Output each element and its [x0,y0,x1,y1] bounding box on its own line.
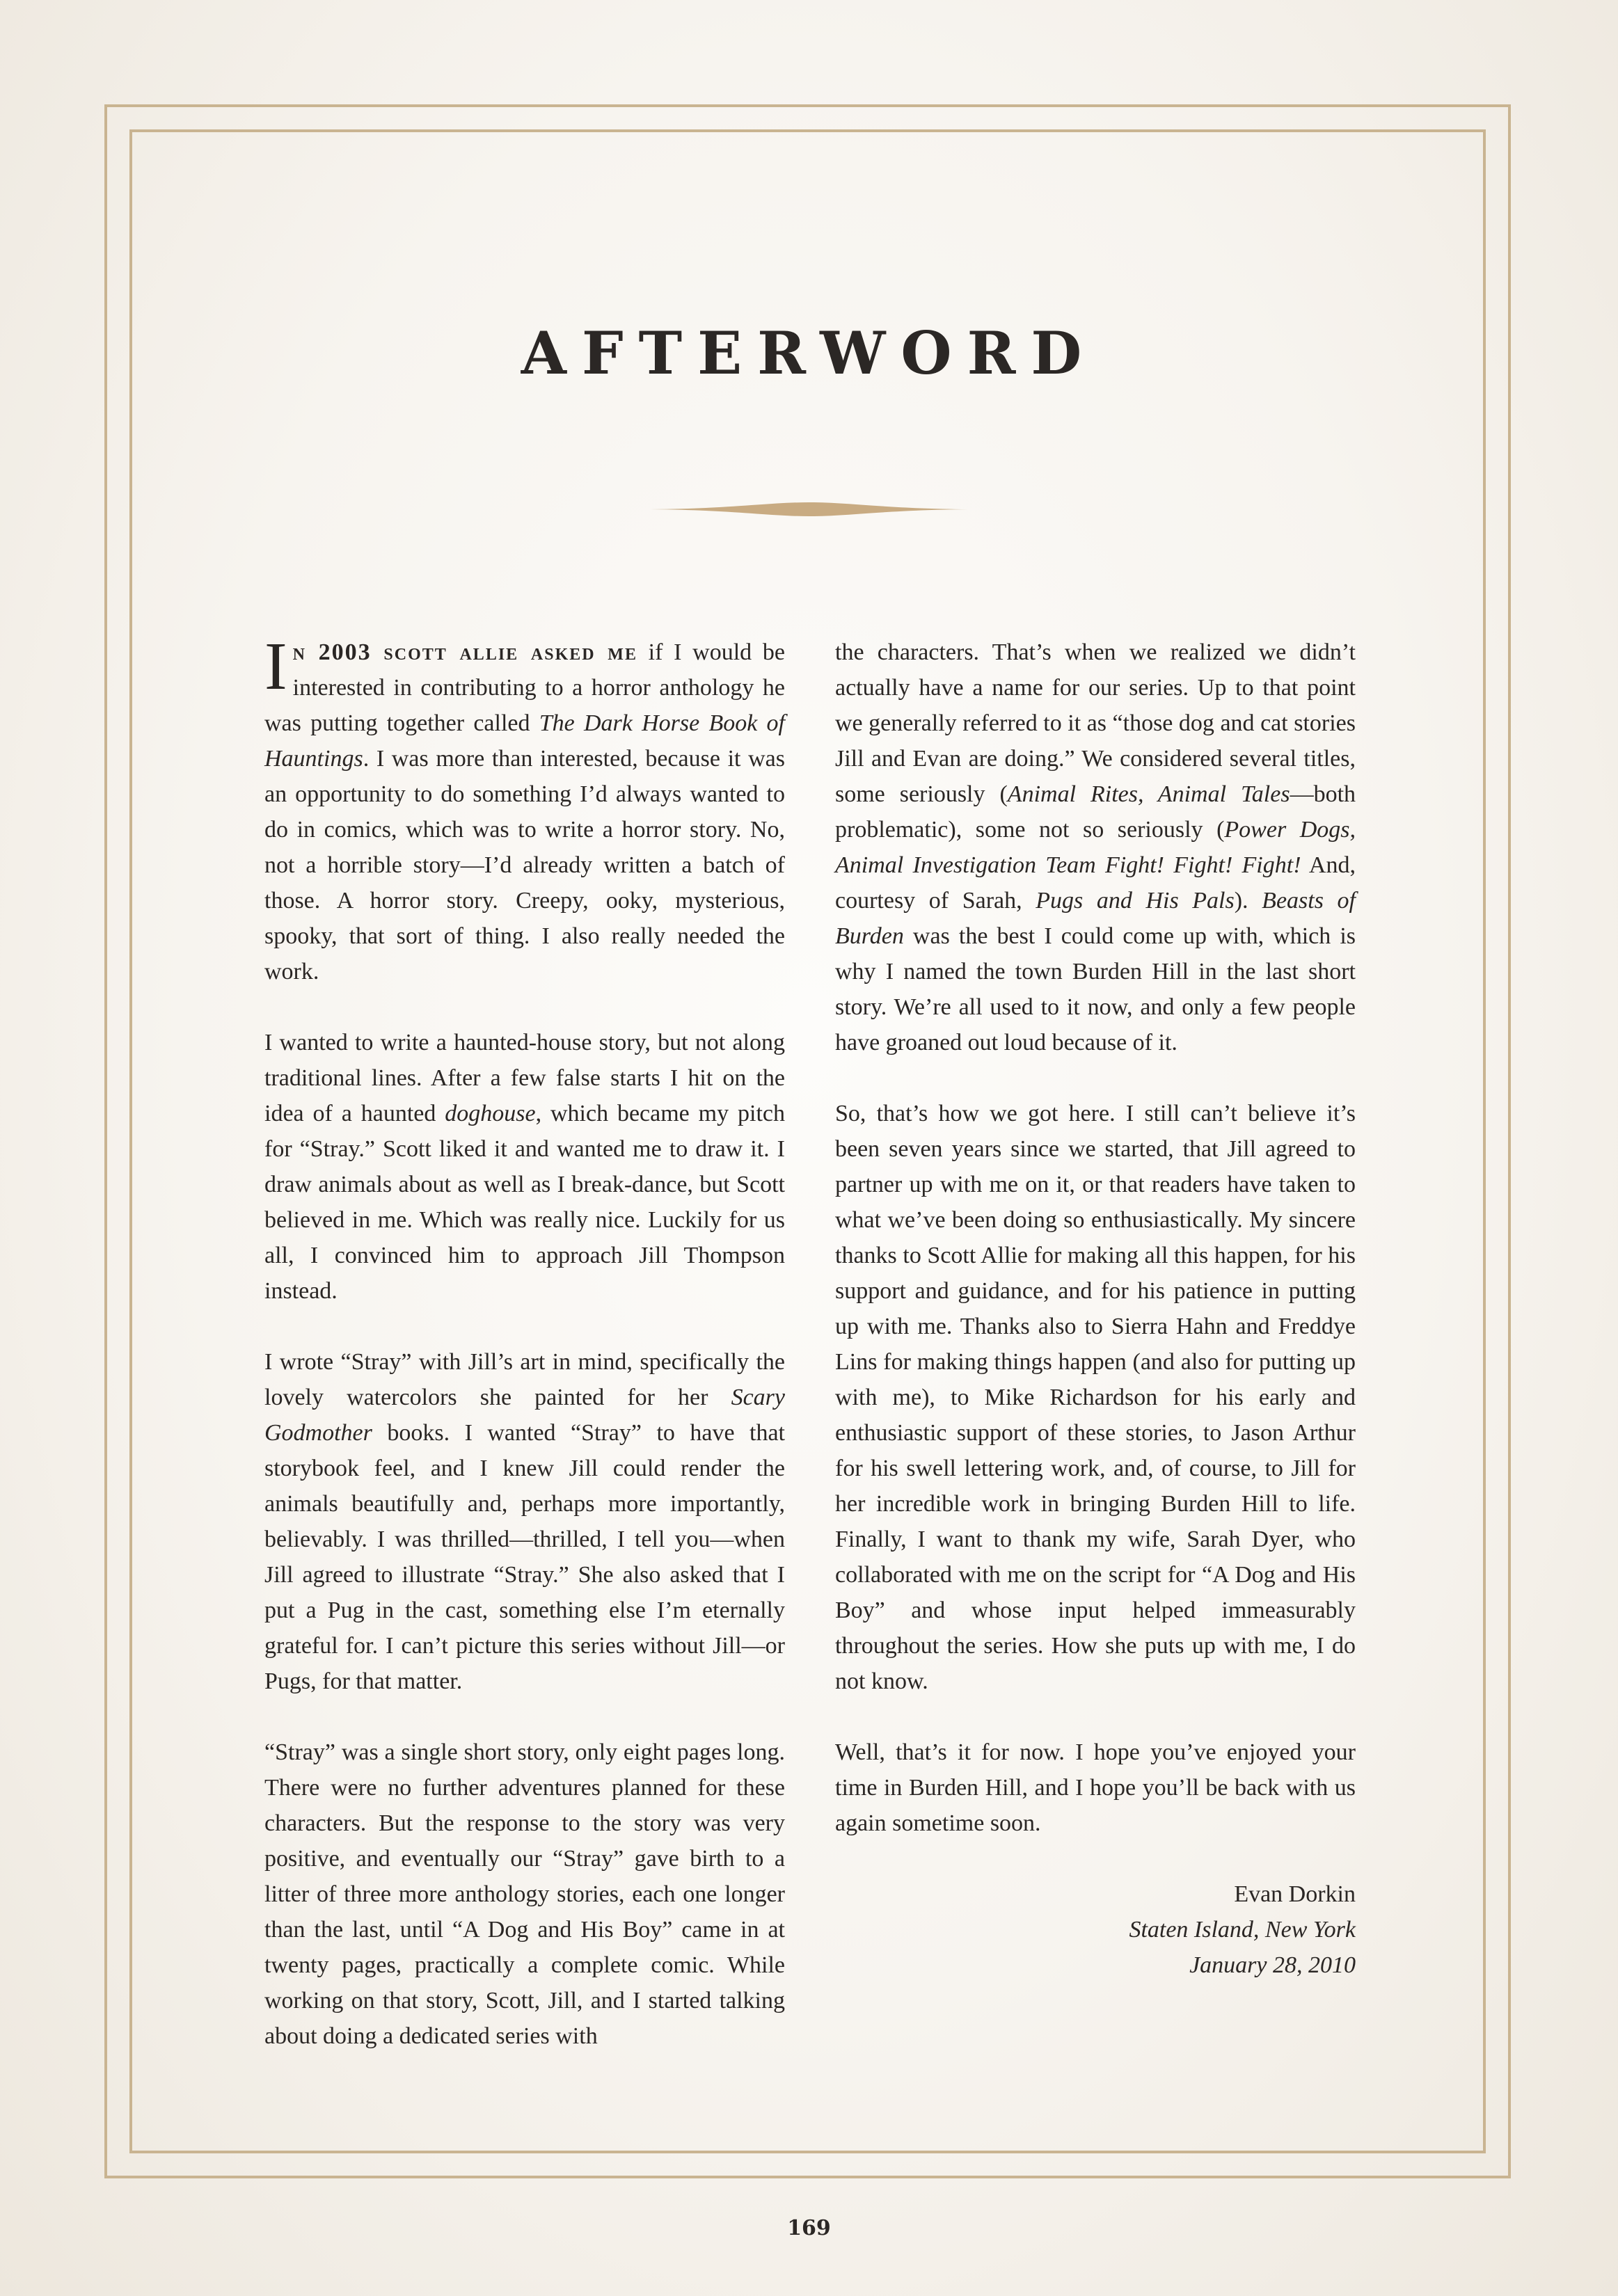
text-run: books. I wanted “Stray” to have that storybook feel, and I knew Jill could render the animals beautifully and, perhaps more importantly, believably. I was thrilled—thrilled, I tell you—when Jill agreed to illustrate “Stray.” She also asked that I put a Pug in the cast, something else I’m eternally grateful for. I can’t picture this series without Jill—or Pugs, for that matter. [264,1420,785,1694]
series-title: Beasts of Burden [835,888,1356,949]
paragraph [264,1025,785,1309]
paragraph: “Stray” was a single short story, only eight pages long. There were no further adventures planned for these characters. But the response to the story was very positive, and eventually our “Stray” gave birth to a litter of three more anthology stories, each one longer than the last, until “A Dog and His Boy” came in at twenty pages, practically a complete comic. While working on that story, Scott, Jill, and I started talking about doing a dedicated series with [264,1739,785,2049]
ornament-divider [651,501,968,518]
page-title: AFTERWORD [521,319,1097,388]
signature-block [835,1876,1356,1983]
text-run: , which became my pitch for “Stray.” Scott liked it and wanted me to draw it. I draw animals about as well as I break-dance, but Scott believed in me. Which was really nice. Luckily for us all, I convinced him to approach Jill Thompson instead. [264,1101,785,1304]
paragraph-intro [264,629,785,989]
author-name: Evan Dorkin [1234,1881,1356,1907]
text-run: the characters. That’s when we realized we didn’t actually have a name for our series. Up to that point we generally referred to it as “those dog and cat stories Jill and Evan are doing.” We considered several titles, some seriously ( [835,639,1356,807]
text-run: was the best I could come up with, which is why I named the town Burden Hill in the last short story. We’re all used to it now, and only a few people have groaned out loud because of it. [835,923,1356,1055]
text-run: And, courtesy of Sarah, [835,852,1356,914]
signature-date: January 28, 2010 [1189,1952,1356,1978]
text-run: . I was more than interested, because it was an opportunity to do something I’d always wanted to do in comics, which was to write a horror story. No, not a horrible story—I’d already written a batch of those. A horror story. Creepy, ooky, mysterious, spooky, that sort of thing. I also really needed the work. [264,746,785,984]
left-column [264,629,785,2054]
text-run: ). [1234,888,1262,914]
drop-cap: I [264,629,287,704]
title-mention: Power Dogs, Animal Investigation Team Fight! Fight! Fight! [835,817,1356,878]
title-mention: Animal Rites, Animal Tales [1007,781,1290,807]
right-column [835,635,1356,1983]
title-mention: Pugs and His Pals [1036,888,1235,914]
paragraph [264,1344,785,1699]
paragraph [835,635,1356,1060]
author-location: Staten Island, New York [1129,1917,1356,1943]
lead-in: n 2003 scott allie asked me [292,639,637,665]
paragraph: So, that’s how we got here. I still can’t believe it’s been seven years since we started, that Jill agreed to partner up with me on it, or that readers have taken to what we’ve been doing so enthusiastically. My sincere thanks to Scott Allie for making all this happen, for his support and guidance, and for his patience in putting up with me. Thanks also to Sierra Hahn and Freddye Lins for making things happen (and also for putting up with me), to Mike Richardson for his early and enthusiastic support of these stories, to Jason Arthur for his swell lettering work, and, of course, to Jill for her incredible work in bringing Burden Hill to life. Finally, I want to thank my wife, Sarah Dyer, who collaborated with me on the script for “A Dog and His Boy” and whose input helped immeasurably throughout the series. How she puts up with me, I do not know. [835,1101,1356,1694]
text-run: if I would be interested in contributing to a horror anthology he was putting together called [264,639,785,736]
page-number: 169 [787,2216,831,2240]
text-run: I wanted to write a haunted-house story, but not along traditional lines. After a few false starts I hit on the idea of a haunted [264,1030,785,1126]
paragraph: Well, that’s it for now. I hope you’ve enjoyed your time in Burden Hill, and I hope you’ll be back with us again sometime soon. [835,1739,1356,1836]
book-title: The Dark Horse Book of Hauntings [264,710,785,772]
emphasis: doghouse [445,1101,536,1126]
text-run: —both problematic), some not so seriously ( [835,781,1356,843]
text-run: I wrote “Stray” with Jill’s art in mind, specifically the lovely watercolors she painted for her [264,1349,785,1410]
book-title: Scary Godmother [264,1385,785,1446]
